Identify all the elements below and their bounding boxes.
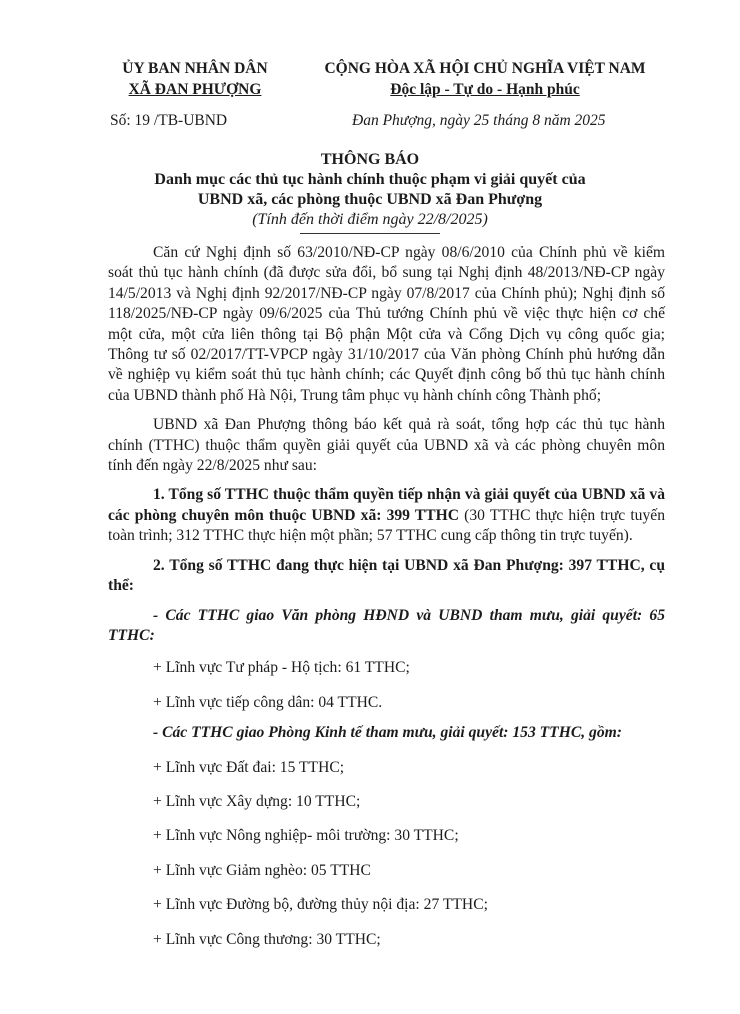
list-item: + Lĩnh vực Tư pháp - Hộ tịch: 61 TTHC;: [153, 659, 410, 677]
issuer-header: [100, 58, 290, 100]
issuer-line2: XÃ ĐAN PHƯỢNG: [128, 81, 262, 98]
national-motto: Độc lập - Tự do - Hạnh phúc: [390, 81, 580, 98]
title-divider: [300, 233, 440, 234]
document-number: Số: 19 /TB-UBND: [110, 112, 228, 129]
section-1-heading: 1. Tổng số TTHC thuộc thẩm quyền tiếp nhận và giải quyết của UBND xã và các phòng chuyên môn thuộc UBND xã: 399 TTHC: [108, 486, 665, 524]
list-item: + Lĩnh vực Nông nghiệp- môi trường: 30 TTHC;: [153, 827, 459, 845]
national-header: [300, 58, 670, 100]
subtitle-line1: Danh mục các thủ tục hành chính thuộc phạm vi giải quyết của: [154, 171, 586, 188]
title-block: [100, 150, 640, 234]
title-note: (Tính đến thời điểm ngày 22/8/2025): [252, 211, 488, 228]
issuer-line1: ỦY BAN NHÂN DÂN: [122, 60, 268, 77]
section-2-heading: 2. Tổng số TTHC đang thực hiện tại UBND xã Đan Phượng: 397 TTHC, cụ thể:: [108, 556, 665, 595]
list-item: + Lĩnh vực Công thương: 30 TTHC;: [153, 930, 381, 948]
list-item: + Lĩnh vực Giảm nghèo: 05 TTHC: [153, 861, 371, 879]
national-title: CỘNG HÒA XÃ HỘI CHỦ NGHĨA VIỆT NAM: [324, 60, 646, 77]
legal-basis-paragraph: Căn cứ Nghị định số 63/2010/NĐ-CP ngày 08/6/2010 của Chính phủ về kiểm soát thủ tục hành chính (đã được sửa đổi, bổ sung tại Nghị định 48/2013/NĐ-CP ngày 14/5/2013 và Nghị định 92/2017/NĐ-CP ngày 07/8/2017 của Chính phủ); Nghị định số 118/2025/NĐ-CP ngày 09/6/2025 của Thủ tướng Chính phủ về việc thực hiện cơ chế một cửa, một cửa liên thông tại Bộ phận Một cửa và Cổng Dịch vụ công quốc gia; Thông tư số 02/2017/TT-VPCP ngày 31/10/2017 của Văn phòng Chính phủ hướng dẫn về nghiệp vụ kiểm soát thủ tục hành chính; các Quyết định công bố thủ tục hành chính của UBND thành phố Hà Nội, Trung tâm phục vụ hành chính công Thành phố;: [108, 244, 665, 404]
list-item: + Lĩnh vực Xây dựng: 10 TTHC;: [153, 792, 361, 810]
list-item: + Lĩnh vực tiếp công dân: 04 TTHC.: [153, 693, 383, 711]
section-1: [108, 485, 665, 546]
subtitle-line2: UBND xã, các phòng thuộc UBND xã Đan Phượng: [197, 191, 543, 208]
list-item: + Lĩnh vực Đất đai: 15 TTHC;: [153, 758, 345, 776]
group-1-heading: - Các TTHC giao Văn phòng HĐND và UBND tham mưu, giải quyết: 65 TTHC:: [108, 606, 665, 644]
document-date: Đan Phượng, ngày 25 tháng 8 năm 2025: [352, 112, 606, 129]
document-body: [108, 243, 665, 964]
section-1-detail: (30 TTHC thực hiện trực tuyến toàn trình; 312 TTHC thực hiện một phần; 57 TTHC cung cấp thông tin trực tuyến).: [108, 506, 665, 545]
document-heading: THÔNG BÁO: [320, 151, 420, 168]
list-item: + Lĩnh vực Đường bộ, đường thủy nội địa: 27 TTHC;: [153, 896, 488, 914]
group-2-heading: - Các TTHC giao Phòng Kinh tế tham mưu, giải quyết: 153 TTHC, gồm:: [153, 724, 622, 742]
announcement-paragraph: UBND xã Đan Phượng thông báo kết quả rà soát, tổng hợp các thủ tục hành chính (TTHC) thuộc thẩm quyền giải quyết của UBND xã và các phòng chuyên môn tính đến ngày 22/8/2025 như sau:: [108, 416, 665, 475]
